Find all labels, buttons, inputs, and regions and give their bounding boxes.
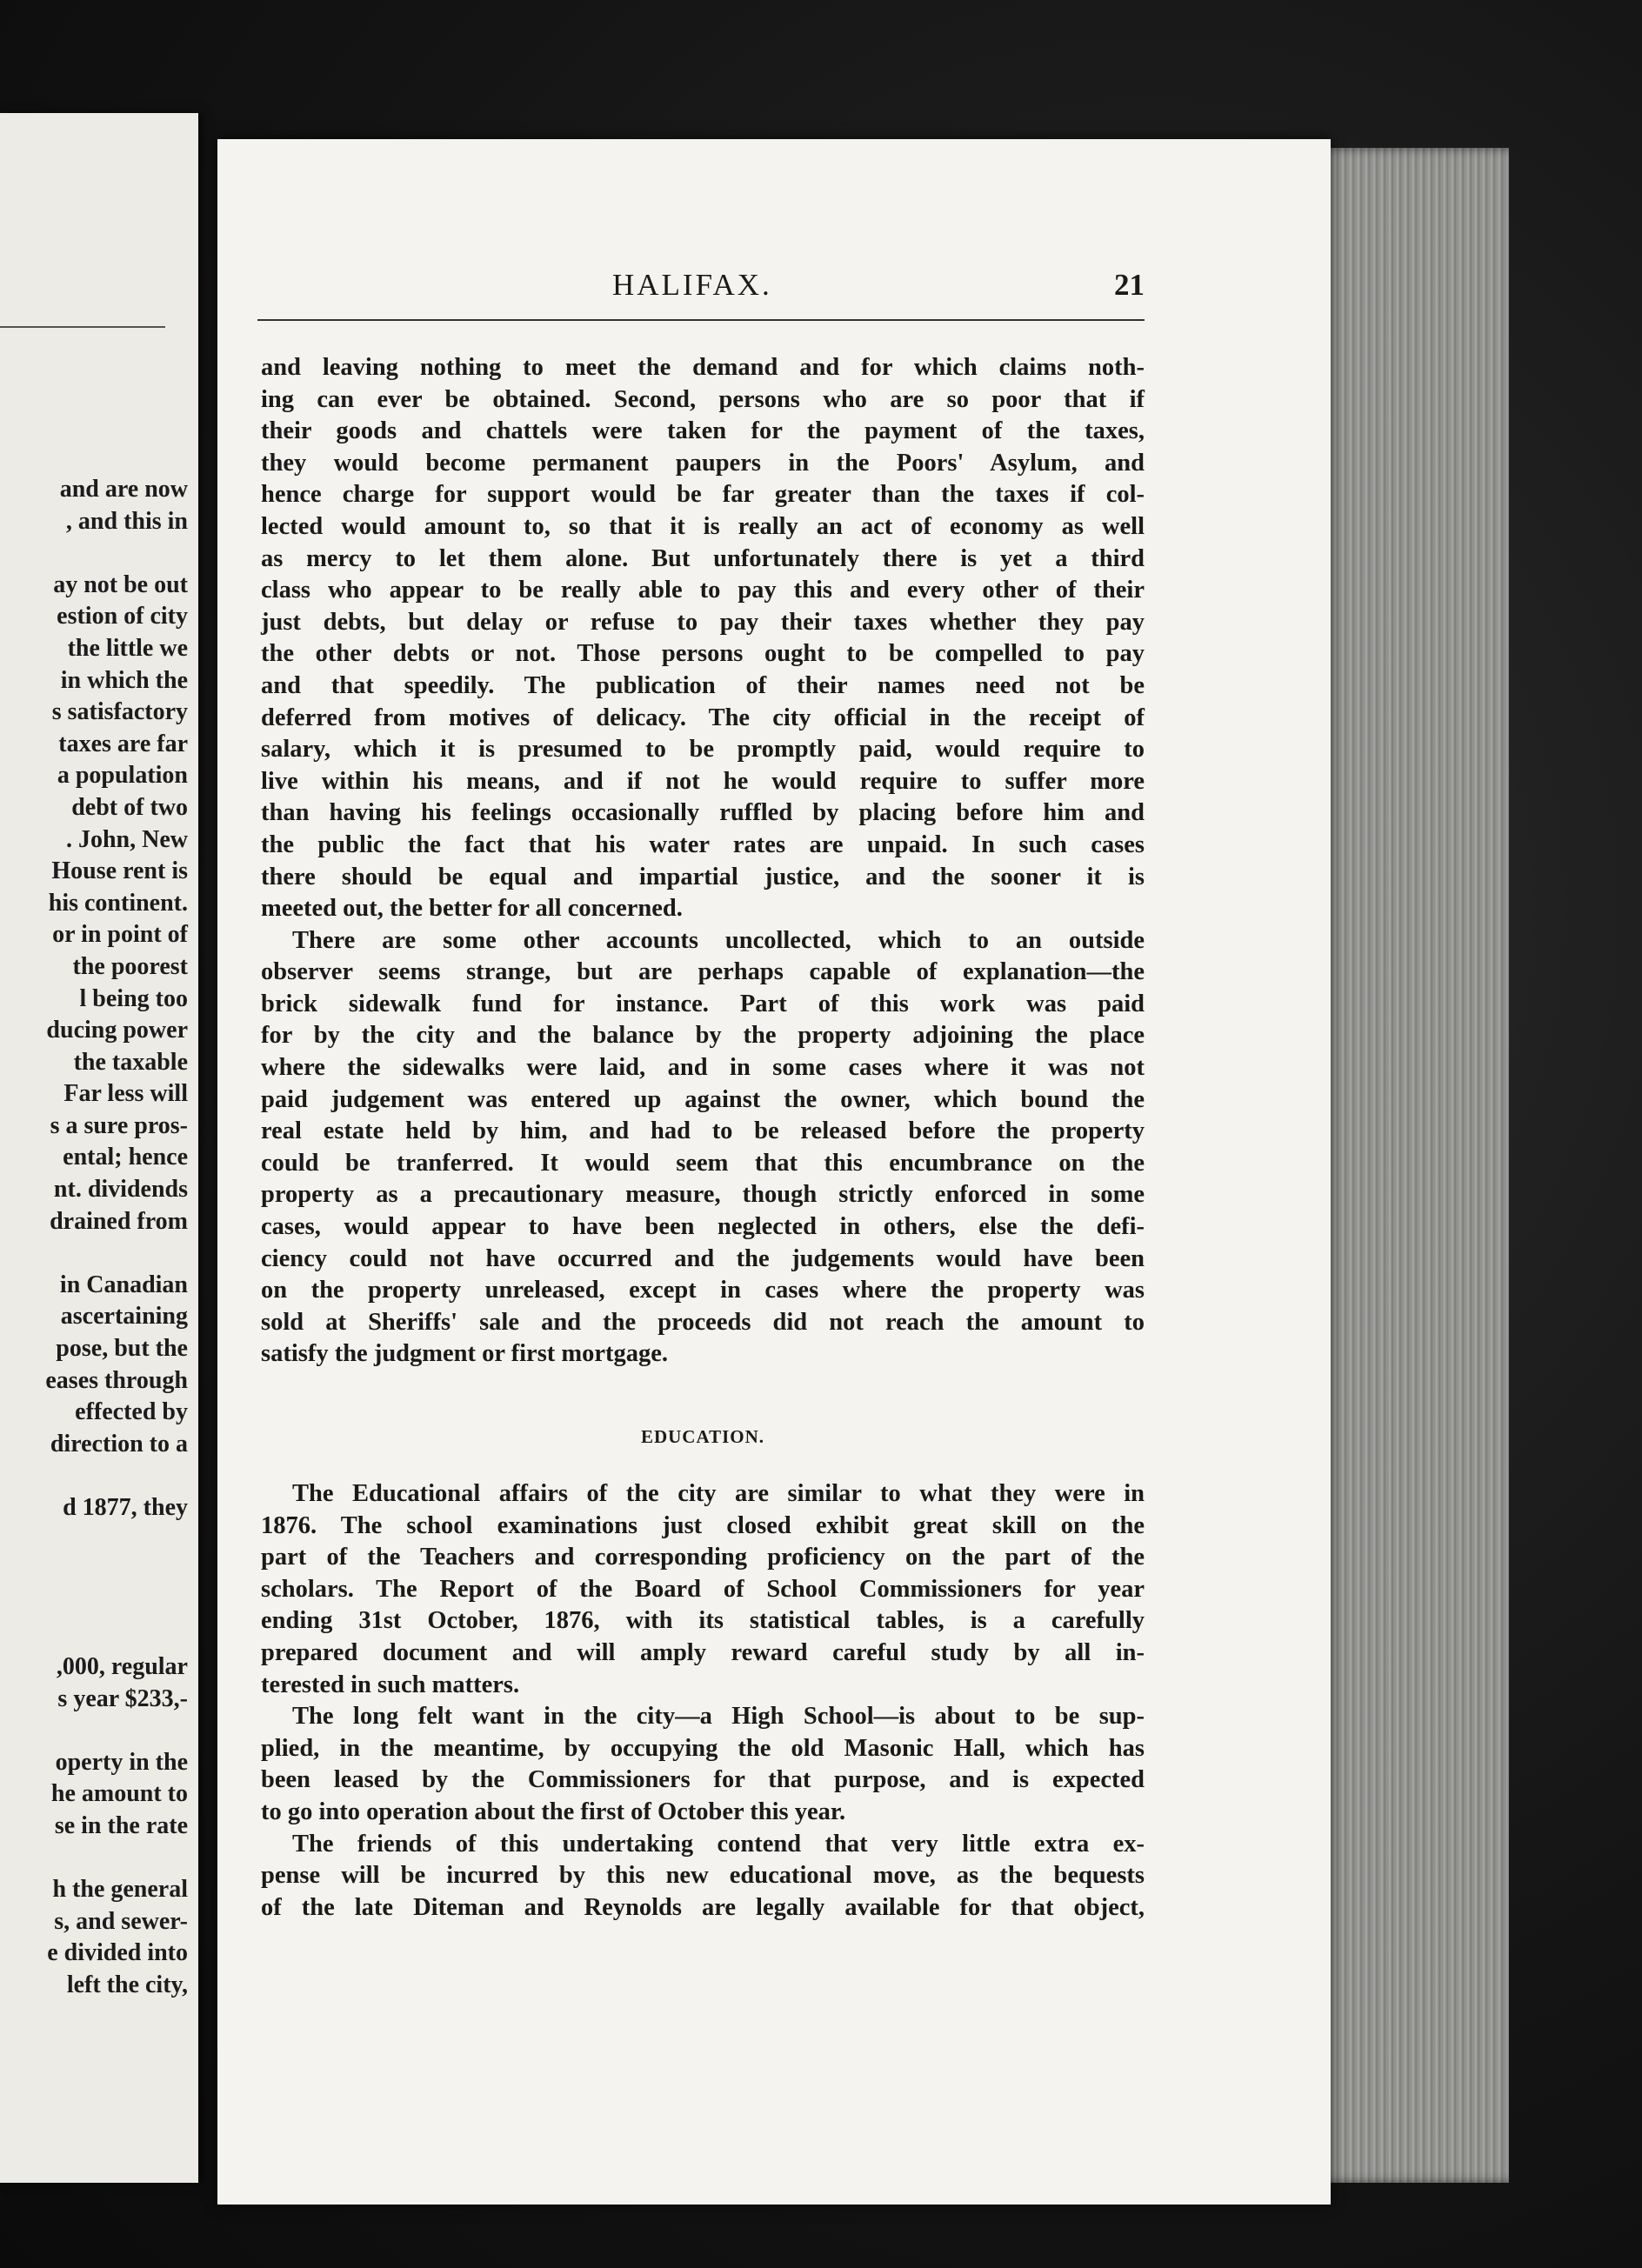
previous-page-line: taxes are far	[58, 730, 188, 757]
previous-page-line: h the general	[52, 1876, 188, 1904]
text-line: hence charge for support would be far greater than the taxes if col-	[261, 481, 1145, 509]
text-line: lected would amount to, so that it is really an act of economy as well	[261, 512, 1145, 540]
text-line: where the sidewalks were laid, and in some cases where it was not	[261, 1054, 1145, 1082]
previous-page-line: ducing power	[46, 1017, 188, 1044]
previous-page-line: ,000, regular	[56, 1652, 188, 1680]
previous-page-line	[0, 1843, 188, 1875]
previous-page-line: operty in the	[55, 1748, 188, 1776]
text-line: than having his feelings occasionally ruffled by placing before him and	[261, 799, 1145, 827]
text-line: their goods and chattels were taken for the payment of the taxes,	[261, 417, 1145, 445]
previous-page-line	[0, 1460, 188, 1492]
text-line: prepared document and will amply reward careful study by all in-	[261, 1638, 1145, 1666]
text-line: and that speedily. The publication of their names need not be	[261, 671, 1145, 699]
previous-page-line	[0, 1619, 188, 1651]
text-line: brick sidewalk fund for instance. Part of this work was paid	[261, 990, 1145, 1017]
body-text-part1	[261, 352, 1145, 1371]
section-heading: EDUCATION.	[640, 1426, 765, 1447]
text-line: The Educational affairs of the city are similar to what they were in	[292, 1480, 1145, 1507]
text-line: class who appear to be really able to pay this and every other of their	[261, 577, 1145, 604]
previous-page-line: ay not be out	[53, 570, 188, 598]
text-line: cases, would appear to have been neglected in others, else the defi-	[261, 1213, 1145, 1241]
text-line: The long felt want in the city—a High School—is about to be sup-	[292, 1703, 1145, 1731]
text-line: to go into operation about the first of October this year.	[261, 1798, 846, 1825]
text-line: The friends of this undertaking contend that very little extra ex-	[292, 1830, 1145, 1858]
previous-page-line: e divided into	[47, 1939, 188, 1967]
previous-page-line: pose, but the	[56, 1335, 188, 1363]
text-line: plied, in the meantime, by occupying the old Masonic Hall, which has	[261, 1734, 1145, 1762]
previous-page-line: he amount to	[50, 1780, 188, 1808]
text-line: salary, which it is presumed to be promptly paid, would require to	[261, 736, 1145, 764]
previous-page-line: , and this in	[65, 507, 188, 535]
previous-page-line: s year $233,-	[57, 1684, 188, 1712]
text-line: there should be equal and impartial justice, and the sooner it is	[261, 863, 1145, 891]
previous-page-line	[0, 1524, 188, 1557]
text-line: satisfy the judgment or first mortgage.	[261, 1340, 669, 1368]
previous-page-line	[0, 1588, 188, 1620]
text-line: and leaving nothing to meet the demand and for which claims noth-	[261, 354, 1145, 381]
text-line: the other debts or not. Those persons ought to be compelled to pay	[261, 640, 1145, 668]
text-line: could be tranferred. It would seem that this encumbrance on the	[261, 1149, 1145, 1177]
previous-page-line: left the city,	[66, 1971, 188, 1998]
previous-page-line: the little we	[67, 634, 188, 662]
previous-page-line: l being too	[79, 984, 188, 1012]
text-line: for by the city and the balance by the property adjoining the place	[261, 1022, 1145, 1050]
body-text-part2	[261, 1478, 1145, 1924]
previous-page-line: House rent is	[51, 857, 188, 885]
previous-page-line: d 1877, they	[63, 1494, 188, 1521]
text-line: part of the Teachers and corresponding proficiency on the part of the	[261, 1544, 1145, 1571]
text-line: as mercy to let them alone. But unfortunately there is yet a third	[261, 544, 1145, 572]
previous-page-line: s a sure pros-	[50, 1111, 188, 1139]
previous-page-line	[0, 1715, 188, 1747]
text-line: ending 31st October, 1876, with its statistical tables, is a carefully	[261, 1607, 1145, 1635]
previous-page-line: debt of two	[71, 793, 188, 821]
text-line: observer seems strange, but are perhaps capable of explanation—the	[261, 958, 1145, 986]
previous-page-line: ascertaining	[60, 1303, 188, 1331]
previous-page-line: nt. dividends	[53, 1176, 188, 1204]
text-line: scholars. The Report of the Board of School Commissioners for year	[261, 1575, 1145, 1603]
book-page-edges	[1309, 148, 1509, 2183]
text-line: terested in such matters.	[261, 1671, 520, 1698]
text-line: sold at Sheriffs' sale and the proceeds did not reach the amount to	[261, 1308, 1145, 1336]
previous-page-line: s satisfactory	[51, 698, 188, 726]
text-line: pense will be incurred by this new educational move, as the bequests	[261, 1862, 1145, 1890]
previous-page-line: Far less will	[63, 1080, 188, 1108]
previous-page-line: drained from	[50, 1207, 188, 1235]
previous-page-text	[0, 474, 188, 2002]
text-line: on the property unreleased, except in cases where the property was	[261, 1277, 1145, 1304]
text-line: real estate held by him, and had to be released before the property	[261, 1117, 1145, 1145]
text-line: paid judgement was entered up against the owner, which bound the	[261, 1085, 1145, 1113]
text-line: There are some other accounts uncollected, which to an outside	[292, 926, 1145, 954]
header-rule	[257, 319, 1145, 321]
text-line: of the late Diteman and Reynolds are legally available for that object,	[261, 1893, 1145, 1921]
text-line: 1876. The school examinations just closed exhibit great skill on the	[261, 1511, 1145, 1539]
previous-page-line: his continent.	[48, 889, 188, 917]
text-line: property as a precautionary measure, though strictly enforced in some	[261, 1181, 1145, 1209]
page-header	[257, 268, 1145, 320]
previous-page-line: estion of city	[57, 603, 188, 630]
text-line: deferred from motives of delicacy. The city official in the receipt of	[261, 704, 1145, 731]
page-number: 21	[1114, 268, 1145, 302]
previous-page-line	[0, 1237, 188, 1270]
previous-page-line: in which the	[60, 666, 188, 694]
previous-page-line: a population	[57, 762, 188, 790]
previous-page-line: effected by	[75, 1398, 188, 1426]
text-line: meeted out, the better for all concerned.	[261, 895, 683, 923]
previous-page-line: the poorest	[72, 952, 188, 980]
previous-page-line: se in the rate	[54, 1811, 188, 1839]
previous-page-line: and are now	[59, 476, 188, 503]
previous-page-line: or in point of	[52, 921, 188, 949]
previous-page-line: the taxable	[73, 1048, 188, 1076]
previous-page-header-rule	[0, 326, 165, 328]
previous-page-line	[0, 1556, 188, 1588]
previous-page	[0, 113, 198, 2183]
previous-page-line: ental; hence	[63, 1144, 188, 1171]
text-line: just debts, but delay or refuse to pay their taxes whether they pay	[261, 608, 1145, 636]
previous-page-line: . John, New	[65, 825, 188, 853]
text-line: the public the fact that his water rates are unpaid. In such cases	[261, 830, 1145, 858]
previous-page-line: eases through	[45, 1366, 188, 1394]
running-head: HALIFAX.	[612, 268, 772, 302]
text-line: live within his means, and if not he would require to suffer more	[261, 767, 1145, 795]
text-line: they would become permanent paupers in the Poors' Asylum, and	[261, 449, 1145, 477]
previous-page-line	[0, 537, 188, 570]
previous-page-line: in Canadian	[59, 1271, 188, 1298]
text-line: been leased by the Commissioners for that purpose, and is expected	[261, 1766, 1145, 1794]
text-line: ciency could not have occurred and the judgements would have been	[261, 1244, 1145, 1272]
text-line: ing can ever be obtained. Second, persons who are so poor that if	[261, 385, 1145, 413]
previous-page-line: direction to a	[50, 1430, 188, 1458]
previous-page-line: s, and sewer-	[54, 1907, 188, 1935]
